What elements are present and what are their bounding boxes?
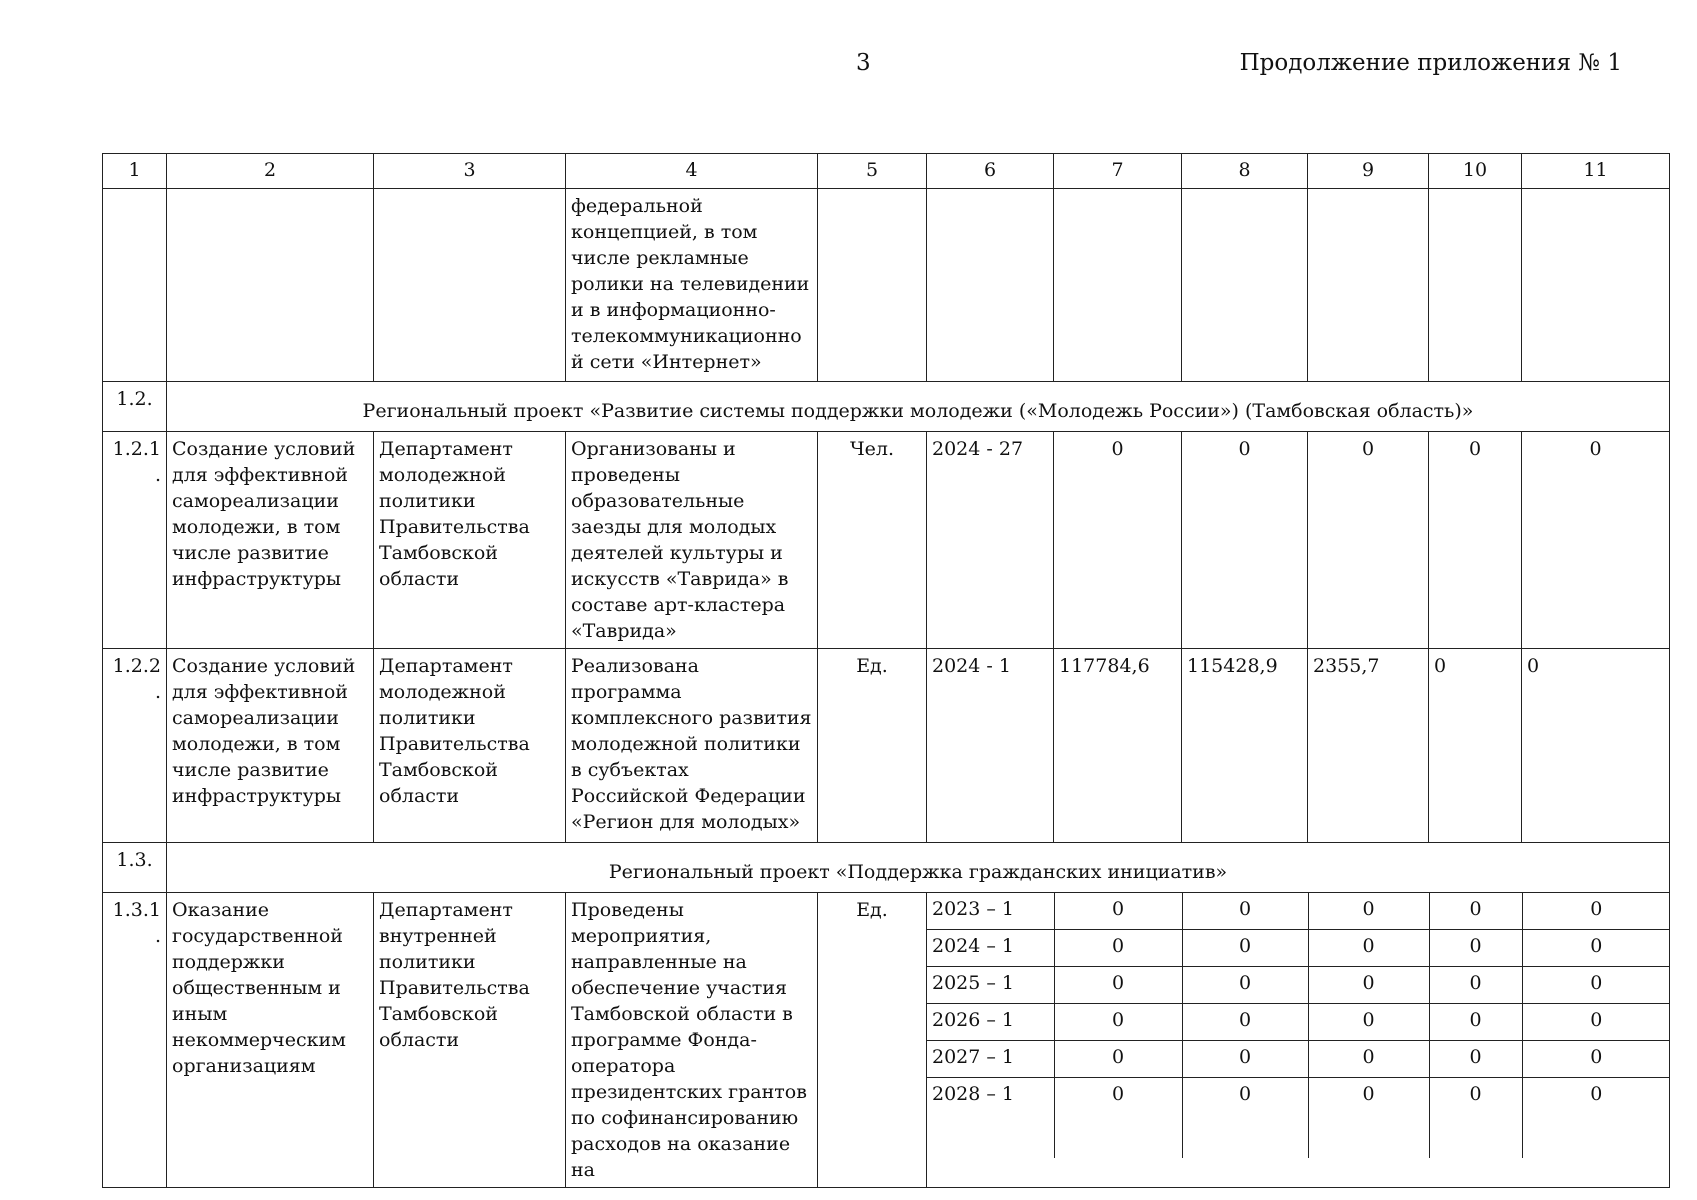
year-value: 2023 – 1	[927, 893, 1054, 930]
value-cell: 0	[1182, 1004, 1308, 1041]
value-cell: 0	[1308, 967, 1429, 1004]
column-number: 7	[1054, 154, 1182, 189]
value-cell: 0	[1429, 1004, 1522, 1041]
year-row	[927, 1041, 1670, 1078]
year-value: 2026 – 1	[927, 1004, 1054, 1041]
table-row	[103, 649, 1670, 843]
section-number: 1.2.	[103, 382, 167, 432]
program-table	[102, 153, 1670, 1188]
column-number: 8	[1182, 154, 1308, 189]
column-number: 3	[374, 154, 566, 189]
unit: Чел.	[818, 432, 927, 649]
row-number: 1.3.1.	[103, 893, 167, 1188]
table-row	[103, 893, 1670, 1188]
unit: Ед.	[818, 893, 927, 1188]
value-cell: 0	[1308, 1078, 1429, 1159]
continuation-row	[103, 189, 1670, 382]
value-cell: 0	[1182, 967, 1308, 1004]
continuation-result-text: федеральной концепцией, в том числе рекламные ролики на телевидении и в информационно-телекоммуникационной сети «Интернет»	[566, 189, 818, 382]
value-cell: 0	[1308, 1041, 1429, 1078]
value-cell: 0	[1182, 930, 1308, 967]
row-number: 1.2.1.	[103, 432, 167, 649]
value-cell: 0	[1308, 930, 1429, 967]
value-cell: 115428,9	[1182, 649, 1308, 843]
section-title: Региональный проект «Поддержка гражданских инициатив»	[167, 843, 1670, 893]
value-cell: 0	[1182, 1078, 1308, 1159]
section-number: 1.3.	[103, 843, 167, 893]
value-cell: 0	[1522, 930, 1670, 967]
value-cell: 0	[1182, 432, 1308, 649]
value-cell: 0	[1308, 1004, 1429, 1041]
value-cell: 0	[1522, 967, 1670, 1004]
yearly-values-table	[927, 893, 1670, 1158]
value-cell: 0	[1054, 1041, 1182, 1078]
column-number: 1	[103, 154, 167, 189]
value-cell: 0	[1054, 1078, 1182, 1159]
activity-name: Оказание государственной поддержки общественным и иным некоммерческим организациям	[167, 893, 374, 1188]
year-value: 2027 – 1	[927, 1041, 1054, 1078]
result-description: Проведены мероприятия, направленные на обеспечение участия Тамбовской области в программе Фонда-оператора президентских грантов по софинансированию расходов на оказание на	[566, 893, 818, 1188]
value-cell: 0	[1522, 893, 1670, 930]
result-description: Организованы и проведены образовательные заезды для молодых деятелей культуры и искусств «Таврида» в составе арт-кластера «Таврида»	[566, 432, 818, 649]
value-cell: 0	[1429, 432, 1522, 649]
value-cell: 0	[1054, 967, 1182, 1004]
column-number: 6	[927, 154, 1054, 189]
section-title: Региональный проект «Развитие системы поддержки молодежи («Молодежь России») (Тамбовская область)»	[167, 382, 1670, 432]
value-cell: 117784,6	[1054, 649, 1182, 843]
value-cell: 0	[1429, 893, 1522, 930]
value-cell: 0	[1522, 1041, 1670, 1078]
column-number: 2	[167, 154, 374, 189]
column-number: 11	[1522, 154, 1670, 189]
column-numbers-row	[103, 154, 1670, 189]
executor: Департамент молодежной политики Правительства Тамбовской области	[374, 649, 566, 843]
value-cell: 0	[1522, 432, 1670, 649]
year-value: 2024 - 1	[927, 649, 1054, 843]
year-row	[927, 893, 1670, 930]
value-cell: 0	[1522, 1078, 1670, 1159]
row-number: 1.2.2.	[103, 649, 167, 843]
appendix-note: Продолжение приложения № 1	[1239, 50, 1622, 76]
table-row	[103, 432, 1670, 649]
executor: Департамент внутренней политики Правительства Тамбовской области	[374, 893, 566, 1188]
activity-name: Создание условий для эффективной самореализации молодежи, в том числе развитие инфраструктуры	[167, 432, 374, 649]
value-cell: 0	[1429, 1078, 1522, 1159]
value-cell: 0	[1522, 1004, 1670, 1041]
year-value: 2025 – 1	[927, 967, 1054, 1004]
column-number: 5	[818, 154, 927, 189]
yearly-values	[927, 893, 1670, 1188]
value-cell: 0	[1182, 1041, 1308, 1078]
page-number: 3	[856, 50, 871, 76]
unit: Ед.	[818, 649, 927, 843]
year-value: 2028 – 1	[932, 1083, 1015, 1105]
value-cell: 0	[1429, 1041, 1522, 1078]
activity-name: Создание условий для эффективной самореализации молодежи, в том числе развитие инфраструктуры	[167, 649, 374, 843]
result-description: Реализована программа комплексного развития молодежной политики в субъектах Российской Федерации «Регион для молодых»	[566, 649, 818, 843]
value-cell: 0	[1429, 967, 1522, 1004]
value-cell: 0	[1522, 649, 1670, 843]
column-number: 10	[1429, 154, 1522, 189]
year-row	[927, 1004, 1670, 1041]
value-cell: 0	[1429, 649, 1522, 843]
year-row	[927, 1078, 1670, 1159]
section-row	[103, 843, 1670, 893]
year-value: 2024 – 1	[927, 930, 1054, 967]
value-cell: 2355,7	[1308, 649, 1429, 843]
value-cell: 0	[1308, 893, 1429, 930]
value-cell: 0	[1054, 1004, 1182, 1041]
column-number: 4	[566, 154, 818, 189]
year-value: 2024 - 27	[927, 432, 1054, 649]
value-cell: 0	[1054, 432, 1182, 649]
executor: Департамент молодежной политики Правительства Тамбовской области	[374, 432, 566, 649]
section-row	[103, 382, 1670, 432]
value-cell: 0	[1054, 893, 1182, 930]
column-number: 9	[1308, 154, 1429, 189]
value-cell: 0	[1054, 930, 1182, 967]
value-cell: 0	[1308, 432, 1429, 649]
year-row	[927, 967, 1670, 1004]
value-cell: 0	[1182, 893, 1308, 930]
year-row	[927, 930, 1670, 967]
value-cell: 0	[1429, 930, 1522, 967]
